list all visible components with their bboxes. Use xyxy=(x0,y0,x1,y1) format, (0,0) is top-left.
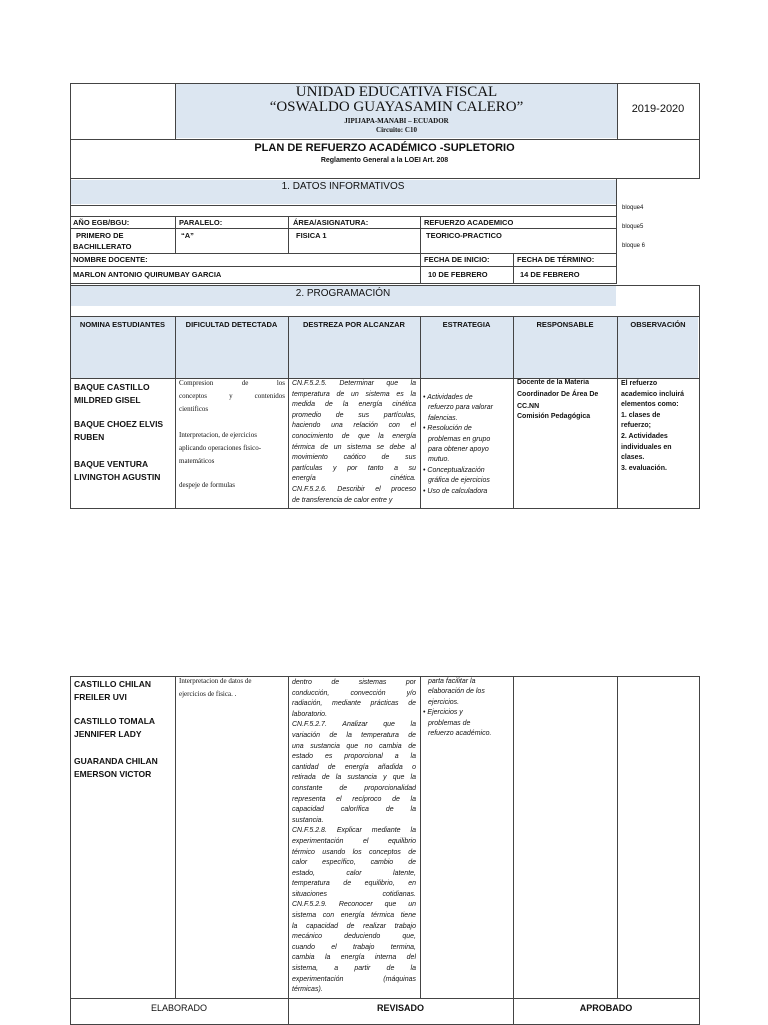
footer-elaborado: ELABORADO xyxy=(150,1003,208,1013)
grid-line xyxy=(70,508,700,509)
destreza-line: CN.F.5.2.8. Explicar mediante la xyxy=(292,827,416,835)
estrategia-line: parta facilitar la xyxy=(428,678,476,685)
difficulty-line: Interpretacion de datos de xyxy=(179,677,252,685)
grid-line xyxy=(70,205,617,206)
grid-line xyxy=(288,676,289,1024)
difficulty-line: matemáticos xyxy=(179,457,215,465)
paralelo-label: PARALELO: xyxy=(179,218,223,227)
grid-line xyxy=(70,83,71,508)
footer-revisado: REVISADO xyxy=(376,1003,424,1013)
grid-line xyxy=(70,285,700,286)
student-name: BAQUE CHOEZ ELVIS xyxy=(74,419,164,429)
destreza-line: experimentación (máquinas xyxy=(292,975,416,983)
destreza-line: cantidad de energía añadida o xyxy=(292,763,416,771)
observacion-line: 2. Actividades xyxy=(621,432,668,440)
difficulty-line: aplicando operaciones fisico- xyxy=(179,444,262,452)
grid-line xyxy=(288,316,289,508)
destreza-line: constante de proporcionalidad xyxy=(292,784,416,792)
estrategia-line: • Resolución de xyxy=(423,425,472,433)
area-value: FISICA 1 xyxy=(296,231,327,240)
grid-line xyxy=(175,216,176,253)
destreza-line: movimiento caótico de sus xyxy=(292,454,416,462)
grid-line xyxy=(288,216,289,253)
school-year: 2019-2020 xyxy=(631,103,685,115)
termino-label: FECHA DE TÉRMINO: xyxy=(517,255,595,264)
destreza-line: experimentación el equilibrio xyxy=(292,837,416,845)
grid-line xyxy=(70,378,700,379)
destreza-line: mecánico deduciendo que, xyxy=(292,933,416,941)
estrategia-line: refuerzo académico. xyxy=(428,730,492,738)
destreza-line: cuando el trabajo termina, xyxy=(292,943,416,951)
student-name: EMERSON VICTOR xyxy=(74,769,152,779)
grid-line xyxy=(175,83,176,139)
grid-line xyxy=(699,285,700,508)
grid-line xyxy=(175,676,176,998)
footer-aprobado: APROBADO xyxy=(579,1003,633,1013)
destreza-line: sistema, a partir de la xyxy=(292,965,416,973)
plan-subtitle: Reglamento General a la LOEI Art. 208 xyxy=(320,157,449,164)
estrategia-line: ejercicios. xyxy=(428,698,460,706)
school-circuit: Circuito: C10 xyxy=(376,126,417,134)
plan-title: PLAN DE REFUERZO ACADÉMICO -SUPLETORIO xyxy=(254,142,515,154)
destreza-line: térmico usando los conceptos de xyxy=(292,848,416,856)
estrategia-line: problemas de xyxy=(428,719,471,727)
grid-line xyxy=(420,316,421,508)
difficulty-line: Interpretacion, de ejercicios xyxy=(179,431,257,439)
difficulty-line: despeje de formulas xyxy=(179,481,235,489)
col-header-observacion: OBSERVACIÓN xyxy=(630,320,686,329)
destreza-line: conducción, convección y/o xyxy=(292,689,416,697)
destreza-line: CN.F.5.2.5. Determinar que la xyxy=(292,380,416,387)
estrategia-text xyxy=(423,393,513,497)
destreza-line: una sustancia que no cambia de xyxy=(292,742,416,750)
student-name: BAQUE VENTURA xyxy=(74,459,149,469)
termino-value: 14 DE FEBRERO xyxy=(520,270,580,279)
col-header-estrategia: ESTRATEGIA xyxy=(442,320,491,329)
year-label: AÑO EGB/BGU: xyxy=(73,218,130,227)
col-header-responsable: RESPONSABLE xyxy=(536,320,594,329)
grid-line xyxy=(617,316,618,508)
docente-value: MARLON ANTONIO QUIRUMBAY GARCIA xyxy=(73,270,222,279)
student-name: MILDRED GISEL xyxy=(74,395,141,405)
estrategia-line: problemas en grupo xyxy=(428,435,491,443)
responsable-line: CC.NN xyxy=(517,403,540,410)
school-location: JIPIJAPA-MANABI – ECUADOR xyxy=(344,117,449,125)
destreza-line: conocimiento de que la energía xyxy=(292,432,416,440)
side-note-1: bloque4 xyxy=(622,205,644,211)
col-header-difficulty: DIFICULTAD DETECTADA xyxy=(185,320,278,329)
grid-line xyxy=(513,676,514,1024)
paralelo-value: “A” xyxy=(181,231,194,240)
col-header-students: NOMINA ESTUDIANTES xyxy=(79,320,166,329)
destreza-line: CN.F.5.2.9. Reconocer que un xyxy=(292,901,416,909)
destreza-line: temperatura de equilibrio, en xyxy=(292,880,416,888)
estrategia-line: para obtener apoyo xyxy=(428,446,489,454)
grid-line xyxy=(70,676,71,1024)
responsable-line: Docente de la Materia xyxy=(517,379,589,386)
destreza-line: estado, calor latente, xyxy=(292,869,416,877)
side-note-3: bloque 6 xyxy=(622,243,646,249)
grid-line xyxy=(70,998,700,999)
destreza-line: medida de la energía cinética xyxy=(292,401,416,409)
student-name: FREILER UVI xyxy=(74,692,127,702)
student-name: RUBEN xyxy=(74,432,105,442)
year-value-1: PRIMERO DE xyxy=(76,231,124,240)
refuerzo-label: REFUERZO ACADEMICO xyxy=(424,218,514,227)
responsable-line: Coordinador De Área De xyxy=(517,391,599,398)
destreza-line: CN.F.5.2.6. Describir el proceso xyxy=(292,485,416,493)
school-name-line2: “OSWALDO GUAYASAMIN CALERO” xyxy=(269,99,524,115)
year-value-2: BACHILLERATO xyxy=(73,242,132,251)
area-label: ÁREA/ASIGNATURA: xyxy=(293,218,369,227)
grid-line xyxy=(70,216,617,217)
estrategia-text xyxy=(423,677,513,739)
destreza-line: calor específico, cambio de xyxy=(292,859,416,867)
observacion-line: elementos como: xyxy=(621,401,679,409)
destreza-line: radiación, mediante prácticas de xyxy=(292,700,416,708)
estrategia-line: gráfica de ejercicios xyxy=(428,477,490,485)
destreza-line: laboratorio. xyxy=(292,710,328,718)
grid-line xyxy=(617,676,618,998)
destreza-line: promedio de sus partículas, xyxy=(292,411,416,419)
grid-line xyxy=(513,253,514,283)
estrategia-line: falencias. xyxy=(428,414,458,422)
school-name-line1: UNIDAD EDUCATIVA FISCAL xyxy=(295,84,498,100)
estrategia-line: • Ejercicios y xyxy=(423,709,463,717)
student-name: JENNIFER LADY xyxy=(74,729,142,739)
destreza-line: CN.F.5.2.7. Analizar que la xyxy=(292,721,416,729)
destreza-line: capacidad calorífica de la xyxy=(292,806,416,814)
estrategia-line: • Actividades de xyxy=(423,394,473,401)
destreza-line: partículas y por tanto a su xyxy=(292,464,416,472)
col-header-destreza: DESTREZA POR ALCANZAR xyxy=(303,320,405,329)
observacion-line: individuales en xyxy=(621,443,672,451)
student-name: CASTILLO TOMALA xyxy=(74,716,156,726)
destreza-text xyxy=(292,678,416,996)
section2-title: 2. PROGRAMACIÓN xyxy=(295,288,391,299)
refuerzo-value: TEORICO-PRACTICO xyxy=(426,231,502,240)
grid-line xyxy=(70,676,700,677)
difficulty-line: conceptos y contenidos xyxy=(179,392,285,400)
destreza-line: representa el recíproco de la xyxy=(292,795,416,803)
destreza-line: haciendo una relación con el xyxy=(292,422,416,430)
grid-line xyxy=(70,266,617,267)
inicio-label: FECHA DE INICIO: xyxy=(424,255,490,264)
difficulty-line: cientificos xyxy=(179,405,209,413)
docente-label: NOMBRE DOCENTE: xyxy=(73,255,148,264)
grid-line xyxy=(699,83,700,178)
student-name: LIVINGTOH AGUSTIN xyxy=(74,472,161,482)
destreza-line: sistema con energía térmica tiene xyxy=(292,912,416,920)
student-name: BAQUE CASTILLO xyxy=(74,382,150,392)
destreza-line: situaciones cotidianas. xyxy=(292,890,416,898)
inicio-value: 10 DE FEBRERO xyxy=(428,270,488,279)
difficulty-line: Compresion de los xyxy=(179,379,285,387)
estrategia-line: refuerzo para valorar xyxy=(428,404,493,412)
grid-line xyxy=(175,316,176,508)
estrategia-line: • Uso de calculadora xyxy=(423,487,488,495)
grid-line xyxy=(70,139,700,140)
destreza-text xyxy=(292,379,416,506)
estrategia-line: • Conceptualización xyxy=(423,466,485,474)
destreza-line: variación de la temperatura de xyxy=(292,731,416,739)
destreza-line: dentro de sistemas por xyxy=(292,679,416,686)
destreza-line: temperatura de un sistema es la xyxy=(292,390,416,398)
destreza-line: la capacidad de realizar trabajo xyxy=(292,922,416,930)
destreza-line: sustancia. xyxy=(292,816,324,824)
estrategia-line: mutuo. xyxy=(428,456,450,464)
grid-line xyxy=(617,83,618,139)
grid-line xyxy=(616,178,617,283)
grid-line xyxy=(70,253,617,254)
observacion-text xyxy=(621,379,699,474)
destreza-line: de transferencia de calor entre y xyxy=(292,496,393,504)
observacion-line: El refuerzo xyxy=(621,380,658,387)
observacion-line: 3. evaluación. xyxy=(621,464,667,472)
grid-line xyxy=(420,676,421,998)
section1-title: 1. DATOS INFORMATIVOS xyxy=(281,181,405,192)
observacion-line: refuerzo; xyxy=(621,422,651,430)
grid-line xyxy=(70,228,617,229)
grid-line xyxy=(513,316,514,508)
student-name: CASTILLO CHILAN xyxy=(74,679,151,689)
destreza-line: térmica de un sistema se debe al xyxy=(292,443,416,451)
student-name: GUARANDA CHILAN xyxy=(74,756,158,766)
destreza-line: retirada de la sustancia y que la xyxy=(292,774,416,782)
grid-line xyxy=(70,316,700,317)
difficulty-line: ejercicios de fisica. . xyxy=(179,690,237,698)
grid-line xyxy=(699,676,700,1024)
destreza-line: energía cinética. xyxy=(292,475,416,483)
observacion-line: 1. clases de xyxy=(621,411,661,419)
grid-line xyxy=(420,216,421,283)
grid-line xyxy=(70,83,700,84)
destreza-line: térmicas). xyxy=(292,986,323,994)
side-note-2: bloque5 xyxy=(622,224,644,230)
responsable-line: Comisión Pedagógica xyxy=(517,413,591,420)
observacion-line: academico incluirá xyxy=(621,390,685,398)
grid-line xyxy=(70,283,617,284)
estrategia-line: elaboración de los xyxy=(428,688,485,696)
grid-line xyxy=(70,178,700,179)
destreza-line: estado es proporcional a la xyxy=(292,753,416,761)
observacion-line: clases. xyxy=(621,454,645,462)
destreza-line: cambia la energía interna del xyxy=(292,954,416,962)
